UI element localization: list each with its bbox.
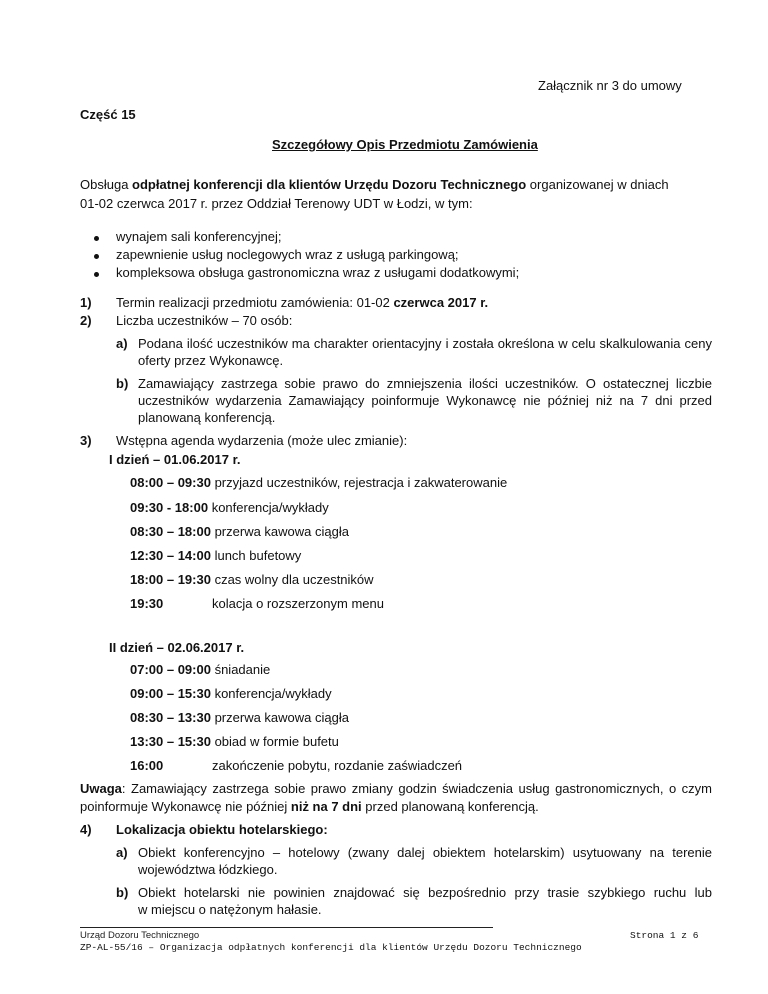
intro-rest: organizowanej w dniach <box>526 177 669 192</box>
subpoint-b-label: b) <box>116 885 129 900</box>
agenda-row <box>130 572 374 587</box>
section-2-number: 2) <box>80 313 92 328</box>
day-1-heading: I dzień – 01.06.2017 r. <box>109 452 241 467</box>
agenda-time: 07:00 – 09:00 <box>130 662 211 677</box>
agenda-row <box>130 524 349 539</box>
agenda-time: 08:00 – 09:30 <box>130 475 211 490</box>
note-bold: niż na 7 dni <box>290 799 362 814</box>
intro-line-2: 01-02 czerwca 2017 r. przez Oddział Terenowy UDT w Łodzi, w tym: <box>80 196 473 211</box>
intro-text: Obsługa <box>80 177 133 192</box>
subpoint-a-line-2: oferty przez Wykonawcę. <box>138 353 284 368</box>
day-2-heading: II dzień – 02.06.2017 r. <box>109 640 245 655</box>
agenda-desc: zakończenie pobytu, rozdanie zaświadczeń <box>212 758 463 773</box>
agenda-time: 19:30 <box>130 596 164 611</box>
subpoint-b-line-2: w miejscu o natężonym hałasie. <box>138 902 322 917</box>
agenda-time: 08:30 – 13:30 <box>130 710 211 725</box>
agenda-row <box>130 734 339 749</box>
note-text: : Zamawiający zastrzega sobie prawo zmiany godzin świadczenia usług gastronomicznych, o czym <box>121 781 712 796</box>
agenda-desc: przerwa kawowa ciągła <box>214 524 349 539</box>
subpoint-a-line-1: Obiekt konferencyjno – hotelowy (zwany dalej obiektem hotelarskim) usytuowany na terenie <box>138 845 712 860</box>
agenda-time: 12:30 – 14:00 <box>130 548 211 563</box>
section-1-number: 1) <box>80 295 92 310</box>
section-1-text <box>116 295 488 310</box>
note-text: przed planowaną konferencją. <box>361 799 539 814</box>
subpoint-a-line-1: Podana ilość uczestników ma charakter orientacyjny i została określona w celu skalkulowania ceny <box>138 336 712 351</box>
bullet-icon <box>94 272 99 277</box>
note-line-1 <box>80 781 712 796</box>
section-4-number: 4) <box>80 822 92 837</box>
section-1-date: czerwca 2017 r. <box>393 295 489 310</box>
bullet-item: kompleksowa obsługa gastronomiczna wraz z usługami dodatkowymi; <box>116 265 520 280</box>
footer-reference: ZP-AL-55/16 – Organizacja odpłatnych konferencji dla klientów Urzędu Dozoru Technicznego <box>80 942 582 953</box>
intro-line-1 <box>80 177 669 192</box>
bullet-item: wynajem sali konferencyjnej; <box>116 229 282 244</box>
agenda-row <box>130 710 349 725</box>
document-title: Szczegółowy Opis Przedmiotu Zamówienia <box>272 137 538 152</box>
subpoint-a-line-2: województwa łódzkiego. <box>138 862 278 877</box>
agenda-desc: konferencja/wykłady <box>214 686 332 701</box>
agenda-desc: lunch bufetowy <box>214 548 302 563</box>
agenda-row <box>130 758 462 773</box>
agenda-row <box>130 548 301 563</box>
bullet-item: zapewnienie usług noclegowych wraz z usługą parkingową; <box>116 247 459 262</box>
subpoint-b-line-2: uczestników wydarzenia Zamawiający poinformuje Wykonawcę nie później niż na 7 dni przed <box>138 393 712 408</box>
agenda-desc: przyjazd uczestników, rejestracja i zakwaterowanie <box>214 475 508 490</box>
subpoint-b-line-3: planowaną konferencją. <box>138 410 276 425</box>
section-2-text: Liczba uczestników – 70 osób: <box>116 313 293 328</box>
bullet-icon <box>94 254 99 259</box>
agenda-time: 08:30 – 18:00 <box>130 524 211 539</box>
subpoint-a-label: a) <box>116 845 128 860</box>
agenda-row <box>130 475 507 490</box>
agenda-desc: czas wolny dla uczestników <box>214 572 374 587</box>
footer-organization: Urząd Dozoru Technicznego <box>80 930 200 941</box>
agenda-time: 09:00 – 15:30 <box>130 686 211 701</box>
agenda-row <box>130 686 332 701</box>
agenda-time: 16:00 <box>130 758 164 773</box>
footer-divider <box>80 927 493 928</box>
note-line-2 <box>80 799 539 814</box>
agenda-time: 18:00 – 19:30 <box>130 572 211 587</box>
subpoint-b-line-1: Zamawiający zastrzega sobie prawo do zmniejszenia ilości uczestników. O ostatecznej liczbie <box>138 376 712 391</box>
annex-label: Załącznik nr 3 do umowy <box>538 78 682 93</box>
subpoint-b-label: b) <box>116 376 129 391</box>
agenda-desc: obiad w formie bufetu <box>214 734 339 749</box>
note-text: poinformuje Wykonawcę nie później <box>80 799 291 814</box>
agenda-row <box>130 596 384 611</box>
agenda-desc: kolacja o rozszerzonym menu <box>212 596 384 611</box>
subpoint-a-label: a) <box>116 336 128 351</box>
page-number: Strona 1 z 6 <box>630 930 699 941</box>
section-4-text: Lokalizacja obiektu hotelarskiego: <box>116 822 328 837</box>
agenda-desc: konferencja/wykłady <box>211 500 329 515</box>
agenda-desc: przerwa kawowa ciągła <box>214 710 349 725</box>
subpoint-b-line-1: Obiekt hotelarski nie powinien znajdować się bezpośrednio przy trasie szybkiego ruchu lub <box>138 885 712 900</box>
agenda-time: 13:30 – 15:30 <box>130 734 211 749</box>
note-label: Uwaga <box>80 781 122 796</box>
intro-bold: odpłatnej konferencji dla klientów Urzędu Dozoru Technicznego <box>132 177 527 192</box>
section-1-label: Termin realizacji przedmiotu zamówienia: 01-02 <box>116 295 394 310</box>
section-3-text: Wstępna agenda wydarzenia (może ulec zmianie): <box>116 433 408 448</box>
section-3-number: 3) <box>80 433 92 448</box>
bullet-icon <box>94 236 99 241</box>
agenda-desc: śniadanie <box>214 662 271 677</box>
agenda-time: 09:30 - 18:00 <box>130 500 209 515</box>
agenda-row <box>130 662 270 677</box>
part-label: Część 15 <box>80 107 136 122</box>
agenda-row <box>130 500 329 515</box>
